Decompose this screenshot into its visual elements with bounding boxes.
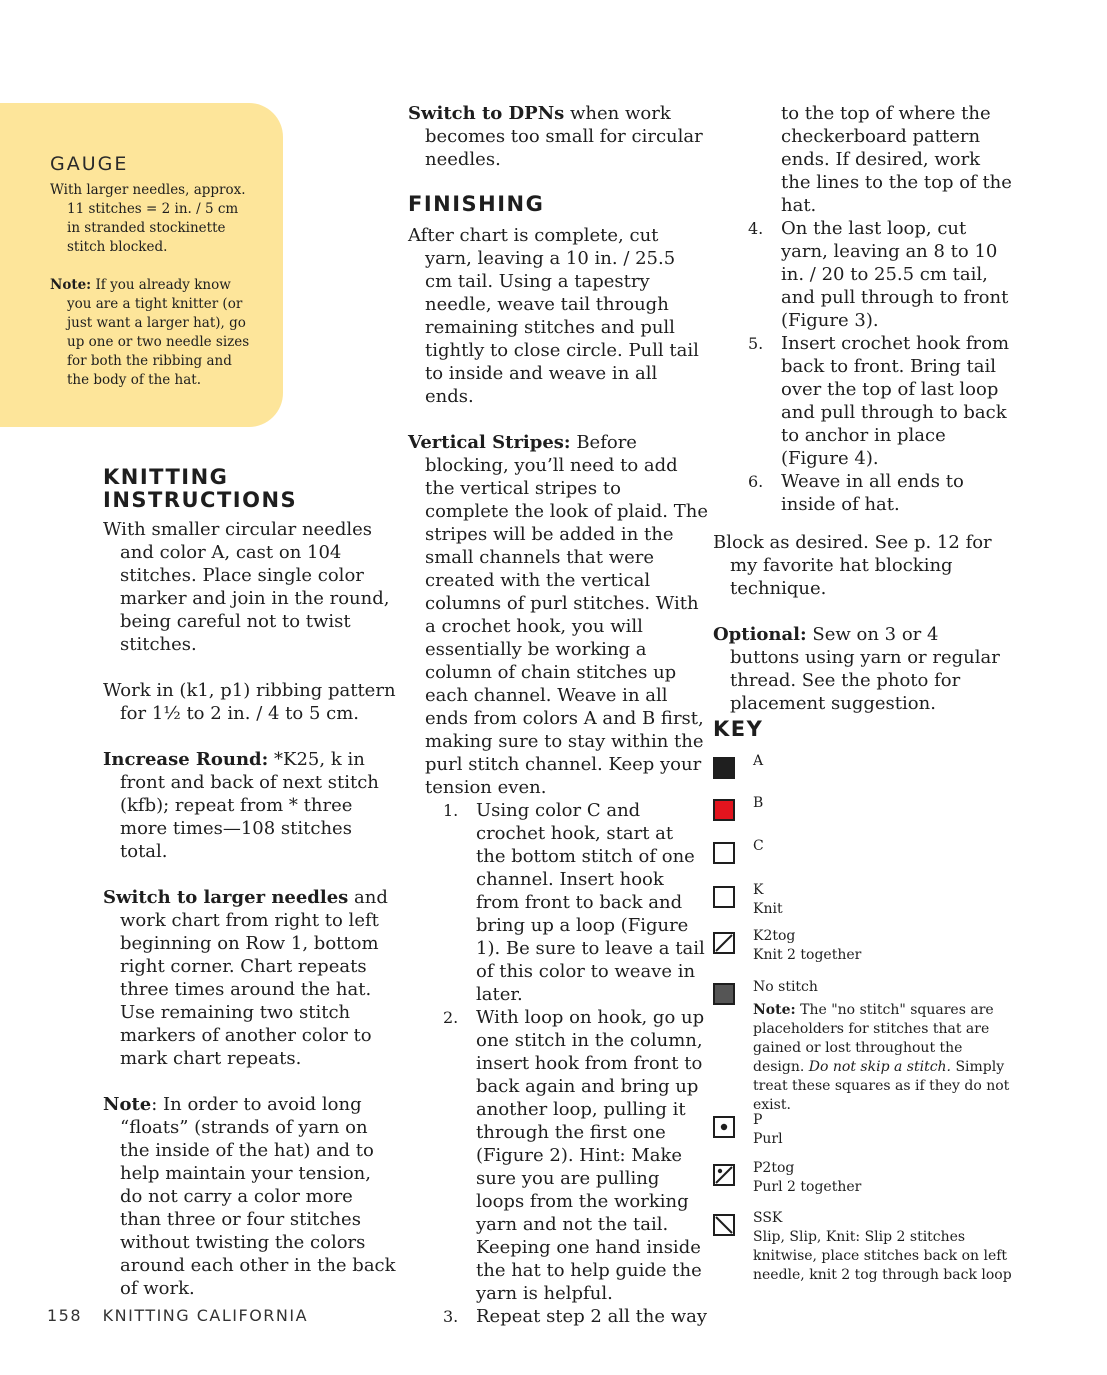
key-label: K [753, 882, 764, 898]
no-stitch-swatch [713, 983, 735, 1005]
floats-note-text: : In order to avoid long “floats” (strands of yarn on the inside of the hat) and to help maintain your tension, do not carry a color more than three or four stitches without twisting the colors around each other in the back of work. [120, 1094, 396, 1299]
book-title: KNITTING CALIFORNIA [102, 1306, 309, 1325]
key-desc: Knit [753, 901, 783, 917]
key-label: B [753, 795, 764, 811]
floats-note-label: Note [103, 1094, 152, 1115]
step-continuation [713, 102, 1013, 217]
no-stitch-note-italic: Do not skip a stitch. [808, 1059, 951, 1075]
step-text: Insert crochet hook from back to front. Bring tail over the top of last loop and pull through to back to anchor in place (Figure 4). [781, 333, 1010, 469]
step-item [713, 470, 1013, 516]
key-desc: Purl [753, 1131, 783, 1147]
floats-note-paragraph [103, 1093, 398, 1300]
k2tog-symbol-icon [713, 932, 735, 954]
color-b-swatch [713, 799, 735, 821]
step-item [408, 799, 708, 1006]
step-continuation-text: to the top of where the checkerboard pattern ends. If desired, work the lines to the top of the hat. [781, 103, 1012, 216]
step-item [713, 217, 1013, 332]
key-label: C [753, 838, 764, 854]
page-footer [47, 1306, 308, 1325]
step-item [713, 332, 1013, 470]
optional-text: Sew on 3 or 4 buttons using yarn or regular thread. See the photo for placement suggestion. [730, 624, 1000, 714]
key-desc: Slip, Slip, Knit: Slip 2 stitches knitwise, place stitches back on left needle, knit 2 tog through back loop [753, 1229, 1012, 1283]
step-text: With loop on hook, go up one stitch in the column, insert hook from front to back again and bring up another loop, pulling it through the first one (Figure 2). Hint: Make sure you are pulling loops from the working yarn and not the tail. Keeping one hand inside the hat to help guide the yarn is helpful. [476, 1007, 705, 1304]
gauge-text [50, 181, 250, 257]
p2tog-symbol-icon [713, 1164, 735, 1186]
ssk-symbol-icon [713, 1214, 735, 1236]
gauge-note [50, 276, 250, 390]
key-label: A [753, 753, 764, 769]
step-number: 4. [748, 219, 764, 238]
switch-dpns-paragraph [408, 102, 708, 171]
knitting-instructions [103, 518, 398, 1300]
step-number: 2. [443, 1008, 459, 1027]
key-label: P [753, 1112, 763, 1128]
gauge-title: GAUGE [50, 153, 129, 175]
no-stitch-note [753, 1001, 1013, 1115]
step-item [408, 1006, 708, 1305]
key-label: P2tog [753, 1160, 795, 1176]
color-a-swatch [713, 757, 735, 779]
switch-needles-paragraph [103, 886, 398, 1070]
finishing-paragraph: After chart is complete, cut yarn, leaving a 10 in. / 25.5 cm tail. Using a tapestry needle, weave tail through remaining stitches and pull tightly to close circle. Pull tail to inside and weave in all ends. [408, 225, 699, 407]
step-text: Repeat step 2 all the way [476, 1306, 708, 1327]
cast-on-paragraph: With smaller circular needles and color A, cast on 104 stitches. Place single color marker and join in the round, being careful not to twist stitches. [103, 519, 390, 655]
color-c-swatch [713, 842, 735, 864]
vertical-stripes-text: Before blocking, you’ll need to add the vertical stripes to complete the look of plaid. The stripes will be added in the small channels that were created with the vertical columns of purl stitches. With a crochet hook, you will essentially be working a column of chain stitches up each channel. Weave in all ends from colors A and B first, making sure to stay within the purl stitch channel. Keep your tension even. [425, 432, 708, 798]
key-desc: Knit 2 together [753, 947, 862, 963]
switch-needles-text: and work chart from right to left beginning on Row 1, bottom right corner. Chart repeats three times around the hat. Use remaining two stitch markers of another color to mark chart repeats. [120, 887, 388, 1069]
purl-symbol-icon [713, 1116, 735, 1138]
increase-round-label: Increase Round: [103, 749, 269, 770]
vertical-stripes-paragraph [408, 431, 708, 799]
gauge-note-label: Note: [50, 277, 92, 293]
gauge-note-text: If you already know you are a tight knitter (or just want a larger hat), go up one or two needle sizes for both the ribbing and the body of the hat. [67, 277, 250, 388]
increase-round-text: *K25, k in front and back of next stitch (kfb); repeat from * three more times—108 stitches total. [120, 749, 379, 862]
step-text: On the last loop, cut yarn, leaving an 8 to 10 in. / 20 to 25.5 cm tail, and pull through to front (Figure 3). [781, 218, 1009, 331]
key-label: SSK [753, 1210, 783, 1226]
no-stitch-note-label: Note: [753, 1002, 796, 1018]
step-item [408, 1305, 708, 1328]
step-text: Weave in all ends to inside of hat. [781, 471, 964, 515]
block-paragraph: Block as desired. See p. 12 for my favorite hat blocking technique. [713, 532, 992, 599]
step-text: Using color C and crochet hook, start at the bottom stitch of one channel. Insert hook from front to back and bring up a loop (Figure 1). Be sure to leave a tail of this color to weave in later. [476, 800, 705, 1005]
key-heading: KEY [713, 717, 764, 741]
step-number: 5. [748, 334, 764, 353]
finishing-column [408, 102, 708, 1328]
increase-round-paragraph [103, 748, 398, 863]
key-label: K2tog [753, 928, 796, 944]
switch-dpns-label: Switch to DPNs [408, 103, 565, 124]
step-number: 1. [443, 801, 459, 820]
gauge-spec: With larger needles, approx. 11 stitches = 2 in. / 5 cm in stranded stockinette stitch blocked. [50, 182, 246, 255]
page-number: 158 [47, 1306, 83, 1325]
switch-needles-label: Switch to larger needles [103, 887, 349, 908]
step-number: 3. [443, 1307, 459, 1326]
optional-label: Optional: [713, 624, 807, 645]
ribbing-paragraph: Work in (k1, p1) ribbing pattern for 1½ to 2 in. / 4 to 5 cm. [103, 680, 396, 724]
vertical-stripes-label: Vertical Stripes: [408, 432, 571, 453]
no-stitch-note-text: The "no stitch" squares are placeholders for stitches that are gained or lost throughout the design. [753, 1002, 994, 1075]
knit-symbol-icon [713, 886, 735, 908]
steps-list [408, 799, 708, 1328]
finishing-heading: FINISHING [408, 192, 545, 216]
no-stitch-note-end: Simply treat these squares as if they do not exist. [753, 1059, 1010, 1113]
finishing-continued-column [713, 102, 1013, 715]
knitting-instructions-heading: KNITTING INSTRUCTIONS [103, 465, 298, 512]
optional-paragraph [713, 623, 1013, 715]
step-number: 6. [748, 472, 764, 491]
key-label: No stitch [753, 979, 818, 995]
steps-list-continued [713, 102, 1013, 516]
key-desc: Purl 2 together [753, 1179, 862, 1195]
switch-dpns-text: when work becomes too small for circular needles. [425, 103, 703, 170]
